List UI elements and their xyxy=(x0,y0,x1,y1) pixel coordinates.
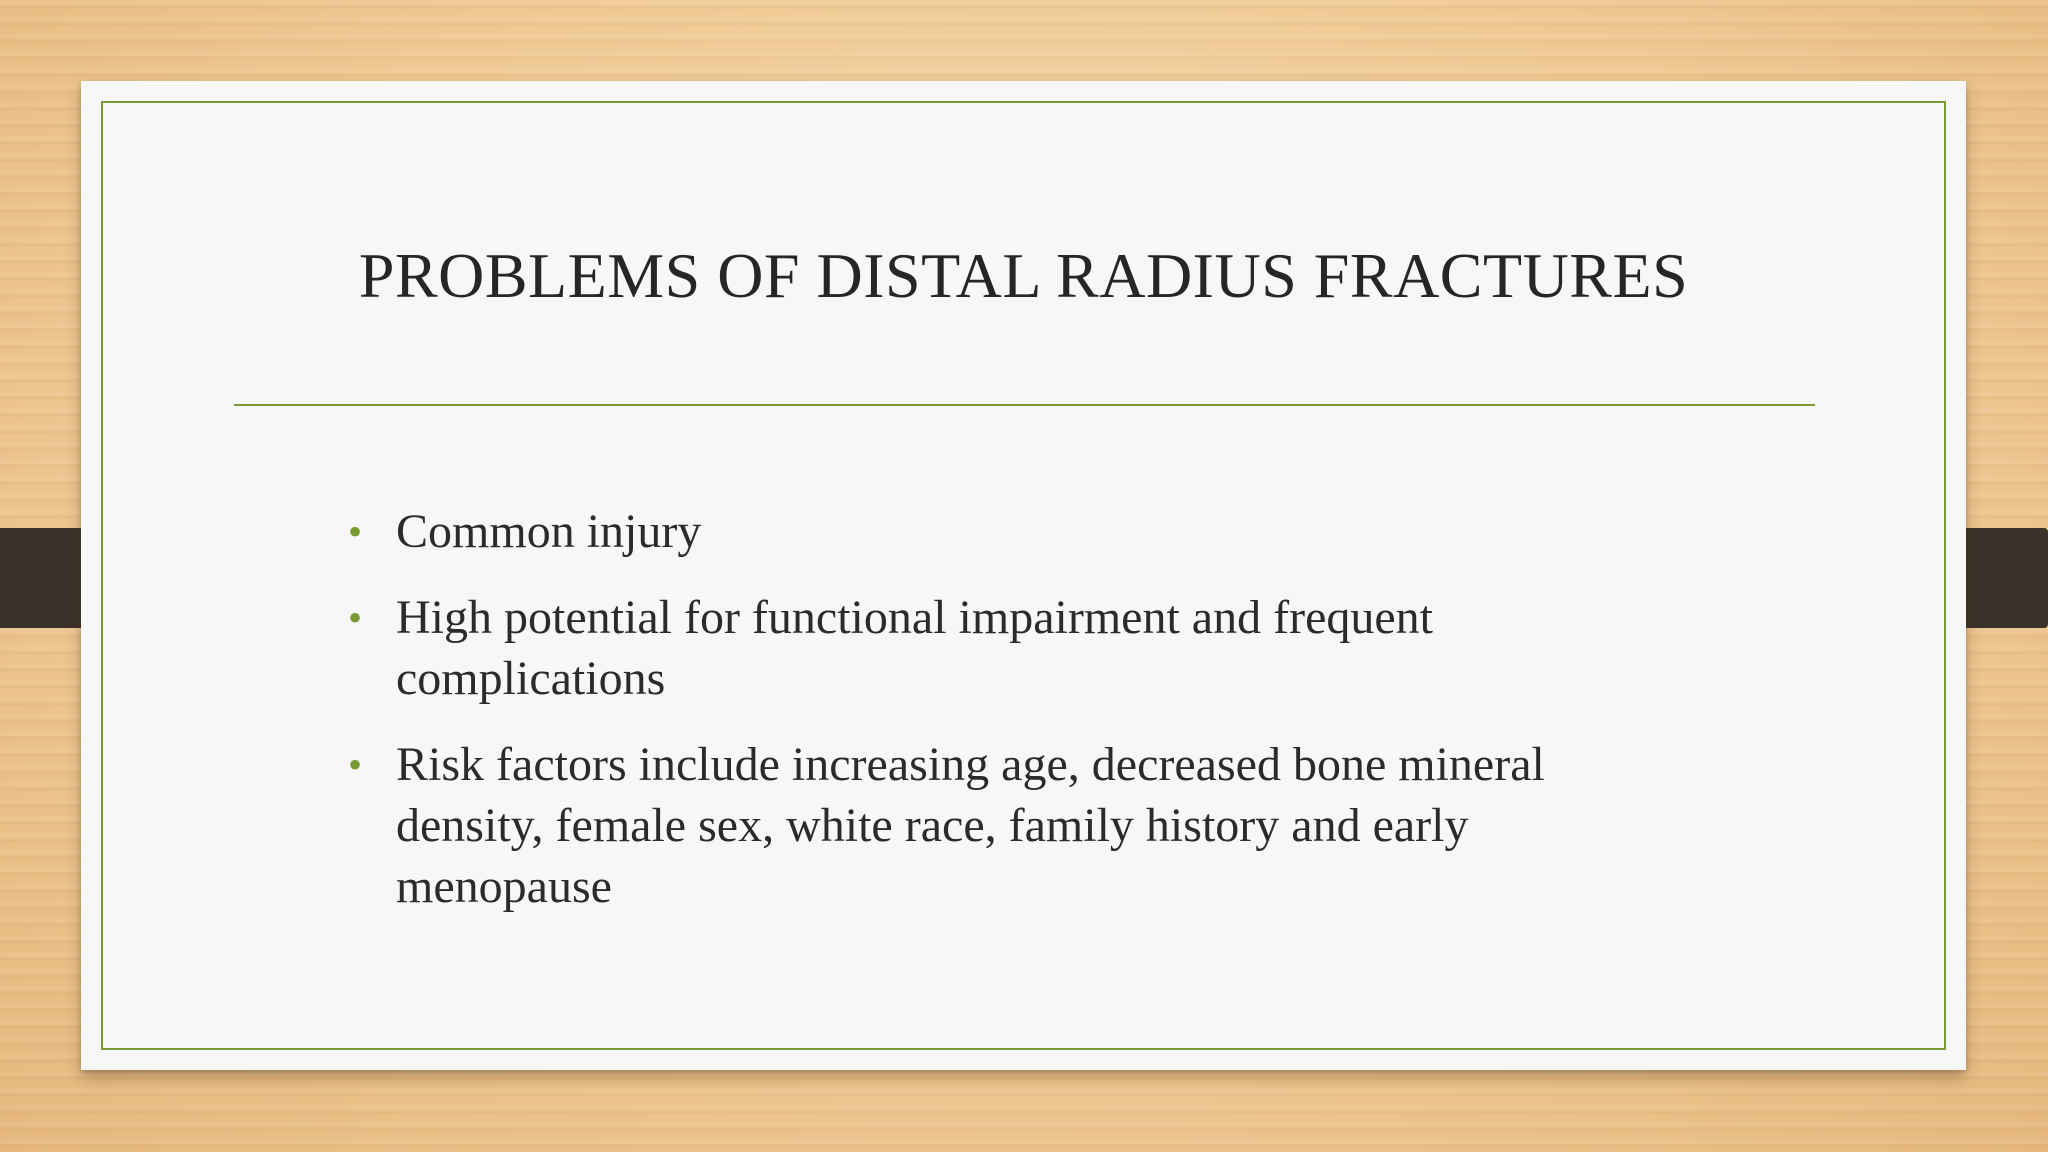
bullet-text: Common injury xyxy=(396,505,702,558)
bullet-list xyxy=(348,501,1688,942)
bullet-icon: • xyxy=(348,742,363,787)
bullet-icon: • xyxy=(348,509,363,554)
list-item xyxy=(348,501,1688,562)
bullet-icon: • xyxy=(348,595,363,640)
list-item xyxy=(348,734,1688,917)
bullet-text: Risk factors include increasing age, decreased bone mineral density, female sex, white race, family history and early menopause xyxy=(396,738,1545,913)
title-divider xyxy=(234,404,1815,406)
slide-title: PROBLEMS OF DISTAL RADIUS FRACTURES xyxy=(358,240,1689,311)
bullet-text: High potential for functional impairment and frequent complications xyxy=(396,591,1434,705)
slide-card xyxy=(81,81,1966,1070)
list-item xyxy=(348,587,1688,709)
